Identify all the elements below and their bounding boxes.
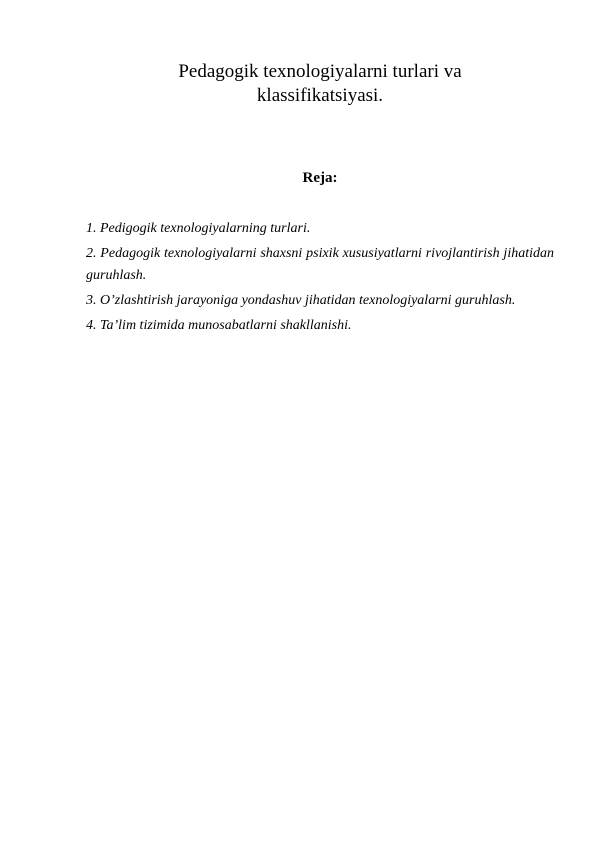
- plan-list: [86, 218, 554, 340]
- document-title: [120, 60, 520, 108]
- title-line-2: klassifikatsiyasi.: [256, 85, 384, 106]
- plan-item-1: 1. Pedigogik texnologiyalarning turlari.: [86, 221, 311, 236]
- plan-item-3: 3. O’zlashtirish jarayoniga yondashuv jihatidan texnologiyalarni guruhlash.: [86, 293, 516, 308]
- plan-item-4: 4. Ta’lim tizimida munosabatlarni shakllanishi.: [86, 318, 352, 333]
- plan-item-2: 2. Pedagogik texnologiyalarni shaxsni psixik xususiyatlarni rivojlantirish jihatidan guruhlash.: [86, 246, 554, 283]
- plan-heading: Reja:: [302, 170, 338, 186]
- title-line-1: Pedagogik texnologiyalarni turlari va: [178, 61, 462, 82]
